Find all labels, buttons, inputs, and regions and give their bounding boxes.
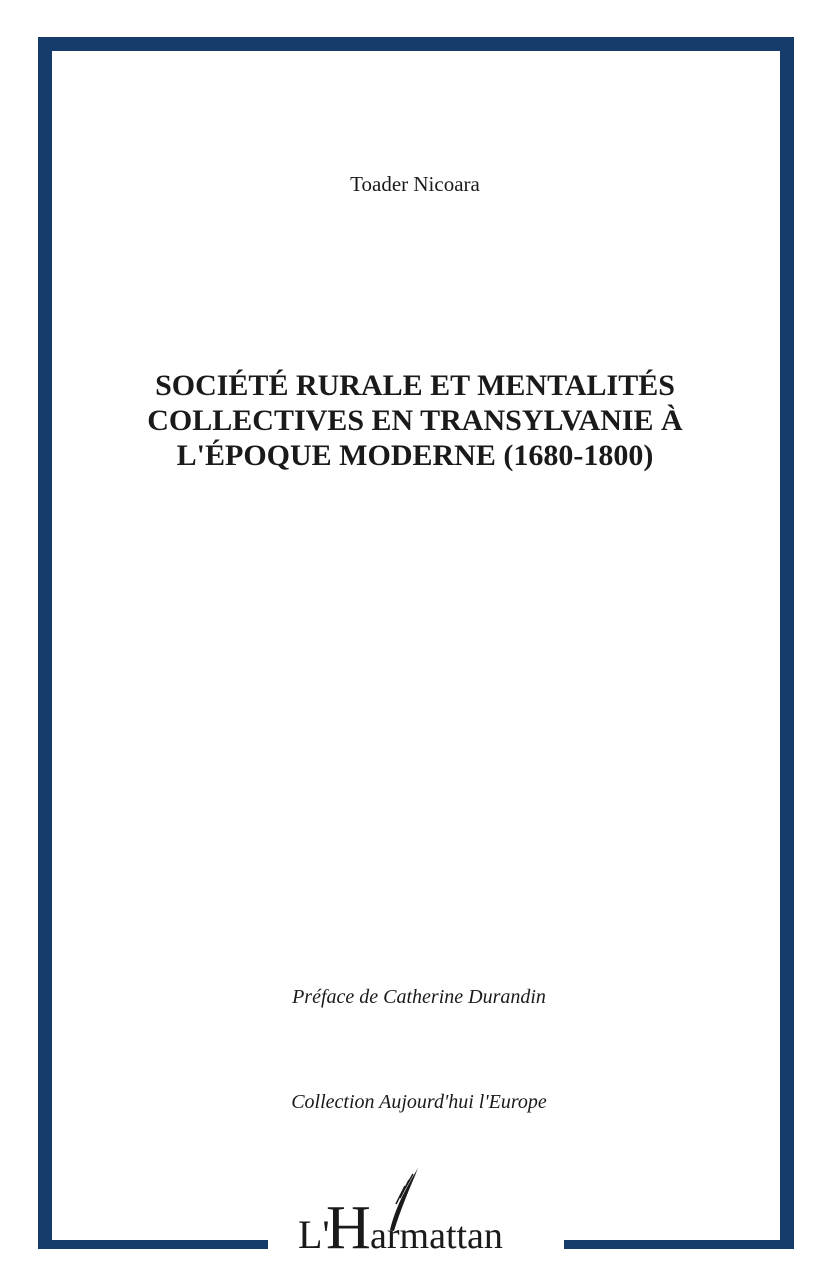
logo-prefix: L' <box>298 1212 330 1257</box>
collection-name: Collection Aujourd'hui l'Europe <box>291 1091 547 1113</box>
logo-big-letter: H <box>326 1194 371 1260</box>
preface-credit: Préface de Catherine Durandin <box>292 986 546 1008</box>
logo-rest: armattan <box>370 1215 503 1257</box>
title-line-3: L'ÉPOQUE MODERNE (1680-1800) <box>176 439 654 472</box>
author-name: Toader Nicoara <box>350 172 480 196</box>
harmattan-logo <box>268 1160 564 1260</box>
cover-inner-panel <box>52 51 780 1247</box>
title-line-1: SOCIÉTÉ RURALE ET MENTALITÉS <box>155 369 675 402</box>
book-title <box>90 368 740 473</box>
publisher-logo <box>268 1160 564 1260</box>
title-line-2: COLLECTIVES EN TRANSYLVANIE À <box>147 404 683 437</box>
